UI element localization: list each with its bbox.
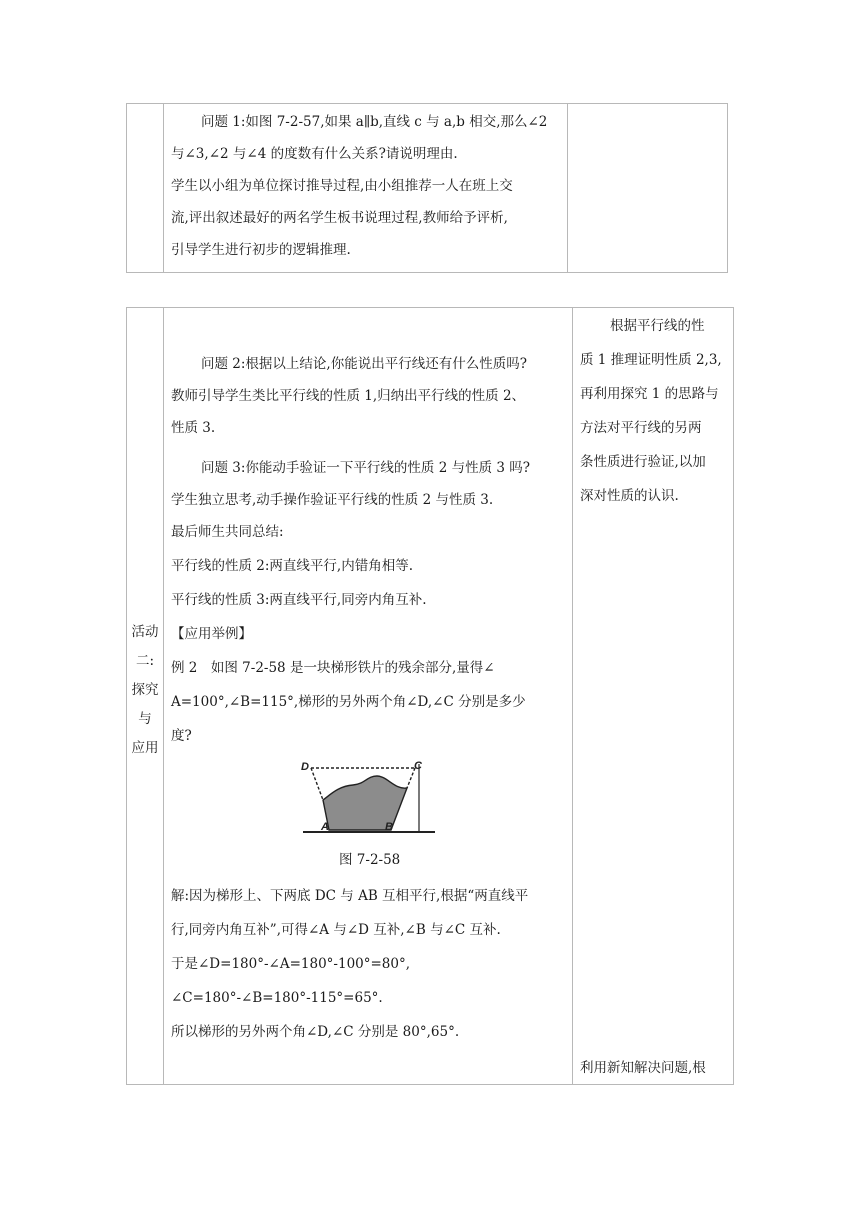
trapezoid-figure [301,754,437,838]
table-2-col-divider-1 [163,308,164,1084]
solution-line-2: 行,同旁内角互补”,可得∠A 与∠D 互补,∠B 与∠C 互补. [171,922,501,938]
table-1-line-4: 流,评出叙述最好的两名学生板书说理过程,教师给予评析, [171,210,508,226]
iron-remnant-shape [323,776,407,830]
right-line-5: 条性质进行验证,以加 [580,454,706,470]
right-bottom-line: 利用新知解决问题,根 [580,1060,706,1076]
right-line-4: 方法对平行线的另两 [580,420,702,436]
activity-label-3: 探究 [131,682,159,698]
main-line-6: 最后师生共同总结: [171,524,284,540]
label-c: C [414,760,422,772]
table-1 [126,103,728,273]
activity-label-1: 活动 [131,624,159,640]
solution-line-1: 解:因为梯形上、下两底 DC 与 AB 互相平行,根据“两直线平 [171,888,529,904]
main-line-3: 性质 3. [171,420,216,436]
main-line-12: 度? [171,728,192,744]
main-line-5: 学生独立思考,动手操作验证平行线的性质 2 与性质 3. [171,492,494,508]
main-line-8: 平行线的性质 3:两直线平行,同旁内角互补. [171,592,427,608]
solution-line-3: 于是∠D=180°-∠A=180°-100°=80°, [171,956,411,972]
activity-label-4: 与 [138,711,152,727]
table-1-line-5: 引导学生进行初步的逻辑推理. [171,242,351,258]
main-line-2: 教师引导学生类比平行线的性质 1,归纳出平行线的性质 2、 [171,388,526,404]
table-1-line-1: 问题 1:如图 7-2-57,如果 a∥b,直线 c 与 a,b 相交,那么∠2 [201,114,548,130]
activity-label-5: 应用 [131,740,159,756]
main-line-10: 例 2 如图 7-2-58 是一块梯形铁片的残余部分,量得∠ [171,660,495,676]
table-1-line-2: 与∠3,∠2 与∠4 的度数有什么关系?请说明理由. [171,146,458,162]
figure-caption: 图 7-2-58 [339,852,401,868]
label-b: B [385,821,393,833]
table-1-col-divider-1 [163,104,164,272]
right-line-2: 质 1 推理证明性质 2,3, [580,352,722,368]
right-line-1: 根据平行线的性 [610,318,705,334]
main-line-4: 问题 3:你能动手验证一下平行线的性质 2 与性质 3 吗? [201,460,531,476]
table-1-line-3: 学生以小组为单位探讨推导过程,由小组推荐一人在班上交 [171,178,513,194]
label-a: A [321,821,329,833]
main-line-9: 【应用举例】 [171,626,252,642]
solution-line-5: 所以梯形的另外两个角∠D,∠C 分别是 80°,65°. [171,1024,460,1040]
main-line-1: 问题 2:根据以上结论,你能说出平行线还有什么性质吗? [201,356,527,372]
solution-line-4: ∠C=180°-∠B=180°-115°=65°. [171,990,383,1006]
right-line-3: 再利用探究 1 的思路与 [580,386,719,402]
label-d: D [301,761,309,773]
table-2-col-divider-2 [572,308,573,1084]
table-1-col-divider-2 [567,104,568,272]
main-line-11: A=100°,∠B=115°,梯形的另外两个角∠D,∠C 分别是多少 [171,694,526,710]
main-line-7: 平行线的性质 2:两直线平行,内错角相等. [171,558,414,574]
activity-label-2: 二: [135,653,155,669]
table-2 [126,307,734,1085]
right-line-6: 深对性质的认识. [580,488,679,504]
dashed-line-da [311,768,323,800]
